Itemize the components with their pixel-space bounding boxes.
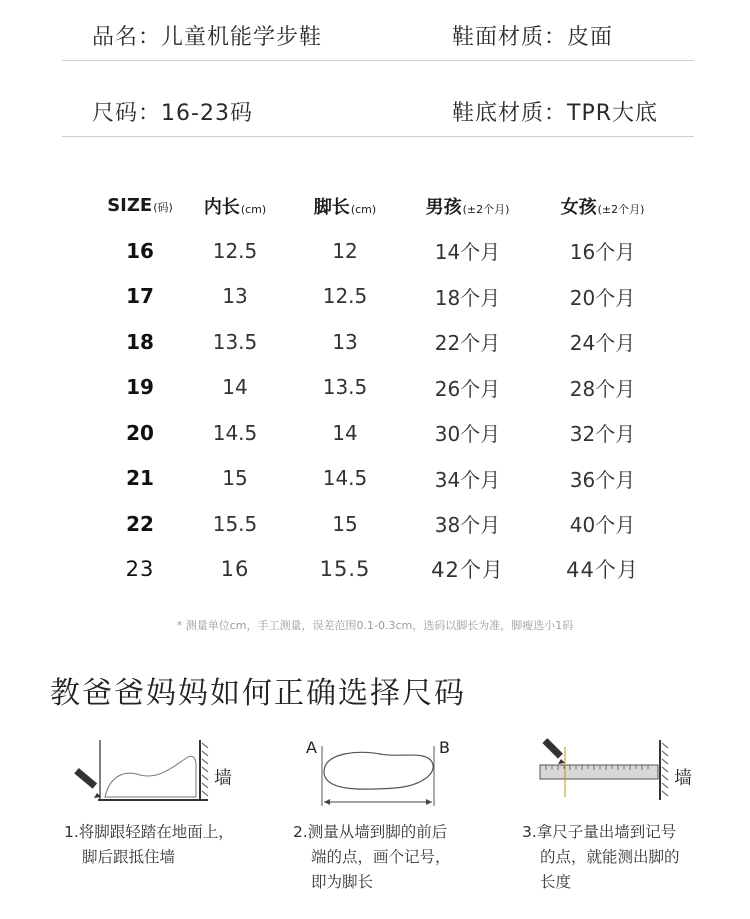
table-row (95, 319, 675, 365)
cell-inner-length: 14 (222, 375, 248, 400)
step2-line1: 2.测量从墙到脚的前后 (293, 823, 448, 841)
upper-material-value: 皮面 (567, 25, 614, 50)
foot-outline (105, 756, 196, 797)
table-row (95, 365, 675, 411)
cell-inner-length: 15.5 (212, 511, 258, 536)
step2-line2: 端的点，画个记号， (311, 848, 451, 866)
point-b-label: B (439, 738, 450, 757)
cell-girl-age: 16个月 (569, 240, 636, 265)
step3-line3: 长度 (540, 873, 572, 891)
cell-boy-age: 22个月 (434, 331, 501, 356)
step3-line1: 3.拿尺子量出墙到记号 (522, 823, 677, 841)
wall-hatching (202, 743, 208, 796)
cell-girl-age: 28个月 (569, 376, 636, 401)
step2-illustration (300, 742, 450, 810)
cell-girl-age: 20个月 (569, 285, 636, 310)
cell-inner-length: 14.5 (212, 420, 258, 445)
cell-girl-age: 44个月 (566, 558, 639, 583)
cell-size: 16 (126, 238, 154, 263)
divider-bottom (62, 136, 694, 137)
upper-material-label: 鞋面材质： (452, 25, 568, 50)
cell-girl-age: 40个月 (569, 513, 636, 538)
wall-label-1: 墙 (214, 768, 232, 789)
step2-line3: 即为脚长 (311, 873, 374, 891)
measurement-footnote: * 测量单位cm，手工测量，误差范围0.1-0.3cm，选码以脚长为准，脚瘦选小1码 (176, 619, 574, 632)
cell-boy-age: 26个月 (434, 376, 501, 401)
cell-girl-age: 36个月 (569, 467, 636, 492)
cell-size: 19 (126, 375, 154, 400)
cell-size: 23 (125, 557, 155, 582)
step1-caption (64, 820, 234, 870)
guide-title: 教爸爸妈妈如何正确选择尺码 (50, 676, 466, 711)
table-row (95, 456, 675, 502)
cell-girl-age: 32个月 (569, 422, 636, 447)
size-chart-header-row (95, 183, 675, 228)
cell-inner-length: 15 (222, 466, 248, 491)
wall-hatching (662, 743, 668, 796)
cell-foot-length: 15 (332, 511, 358, 536)
cell-boy-age: 14个月 (434, 240, 501, 265)
pencil-icon (542, 738, 565, 764)
cell-inner-length: 12.5 (212, 238, 258, 263)
product-name-field (92, 20, 322, 51)
step3-line2: 的点，就能测出脚的 (540, 848, 680, 866)
cell-inner-length: 13.5 (212, 329, 258, 354)
table-row (95, 547, 675, 593)
step1-line2: 脚后跟抵住墙 (82, 848, 176, 866)
cell-size: 18 (126, 329, 154, 354)
cell-girl-age: 24个月 (569, 331, 636, 356)
cell-foot-length: 12.5 (322, 284, 368, 309)
upper-material-field (452, 20, 613, 51)
cell-foot-length: 14 (332, 420, 358, 445)
step1-line1: 1.将脚跟轻踏在地面上， (64, 823, 234, 841)
cell-inner-length: 16 (220, 557, 250, 582)
cell-boy-age: 42个月 (431, 558, 504, 583)
step2-caption (293, 820, 451, 895)
sole-material-label: 鞋底材质： (452, 101, 568, 126)
size-range-field (92, 96, 253, 127)
cell-size: 22 (126, 511, 154, 536)
cell-boy-age: 30个月 (434, 422, 501, 447)
step3-caption (522, 820, 680, 895)
table-row (95, 410, 675, 456)
header-inner-length: 内长(cm) (203, 196, 267, 218)
sole-material-field (452, 96, 658, 127)
cell-foot-length: 15.5 (319, 557, 371, 582)
header-size: SIZE(码) (107, 195, 173, 216)
table-row (95, 228, 675, 274)
cell-size: 17 (126, 284, 154, 309)
cell-inner-length: 13 (222, 284, 248, 309)
cell-size: 21 (126, 466, 154, 491)
point-a-label: A (306, 738, 317, 757)
step3-illustration (530, 735, 680, 805)
cell-foot-length: 12 (332, 238, 358, 263)
cell-foot-length: 13.5 (322, 375, 368, 400)
cell-boy-age: 34个月 (434, 467, 501, 492)
cell-foot-length: 14.5 (322, 466, 368, 491)
cell-foot-length: 13 (332, 329, 358, 354)
wall-label-3: 墙 (674, 768, 692, 789)
product-name-label: 品名： (92, 25, 162, 50)
table-row (95, 274, 675, 320)
foot-print-outline (324, 752, 433, 789)
size-chart-table (95, 183, 675, 592)
product-name-value: 儿童机能学步鞋 (161, 25, 323, 50)
header-girl-age: 女孩(±2个月) (560, 196, 645, 218)
size-range-value: 16-23码 (161, 101, 253, 126)
cell-size: 20 (126, 420, 154, 445)
header-foot-length: 脚长(cm) (313, 196, 377, 218)
divider-top (62, 60, 694, 61)
cell-boy-age: 18个月 (434, 285, 501, 310)
sole-material-value: TPR大底 (567, 101, 659, 126)
cell-boy-age: 38个月 (434, 513, 501, 538)
pencil-icon (74, 768, 101, 798)
size-range-label: 尺码： (92, 101, 162, 126)
header-boy-age: 男孩(±2个月) (425, 196, 510, 218)
table-row (95, 501, 675, 547)
